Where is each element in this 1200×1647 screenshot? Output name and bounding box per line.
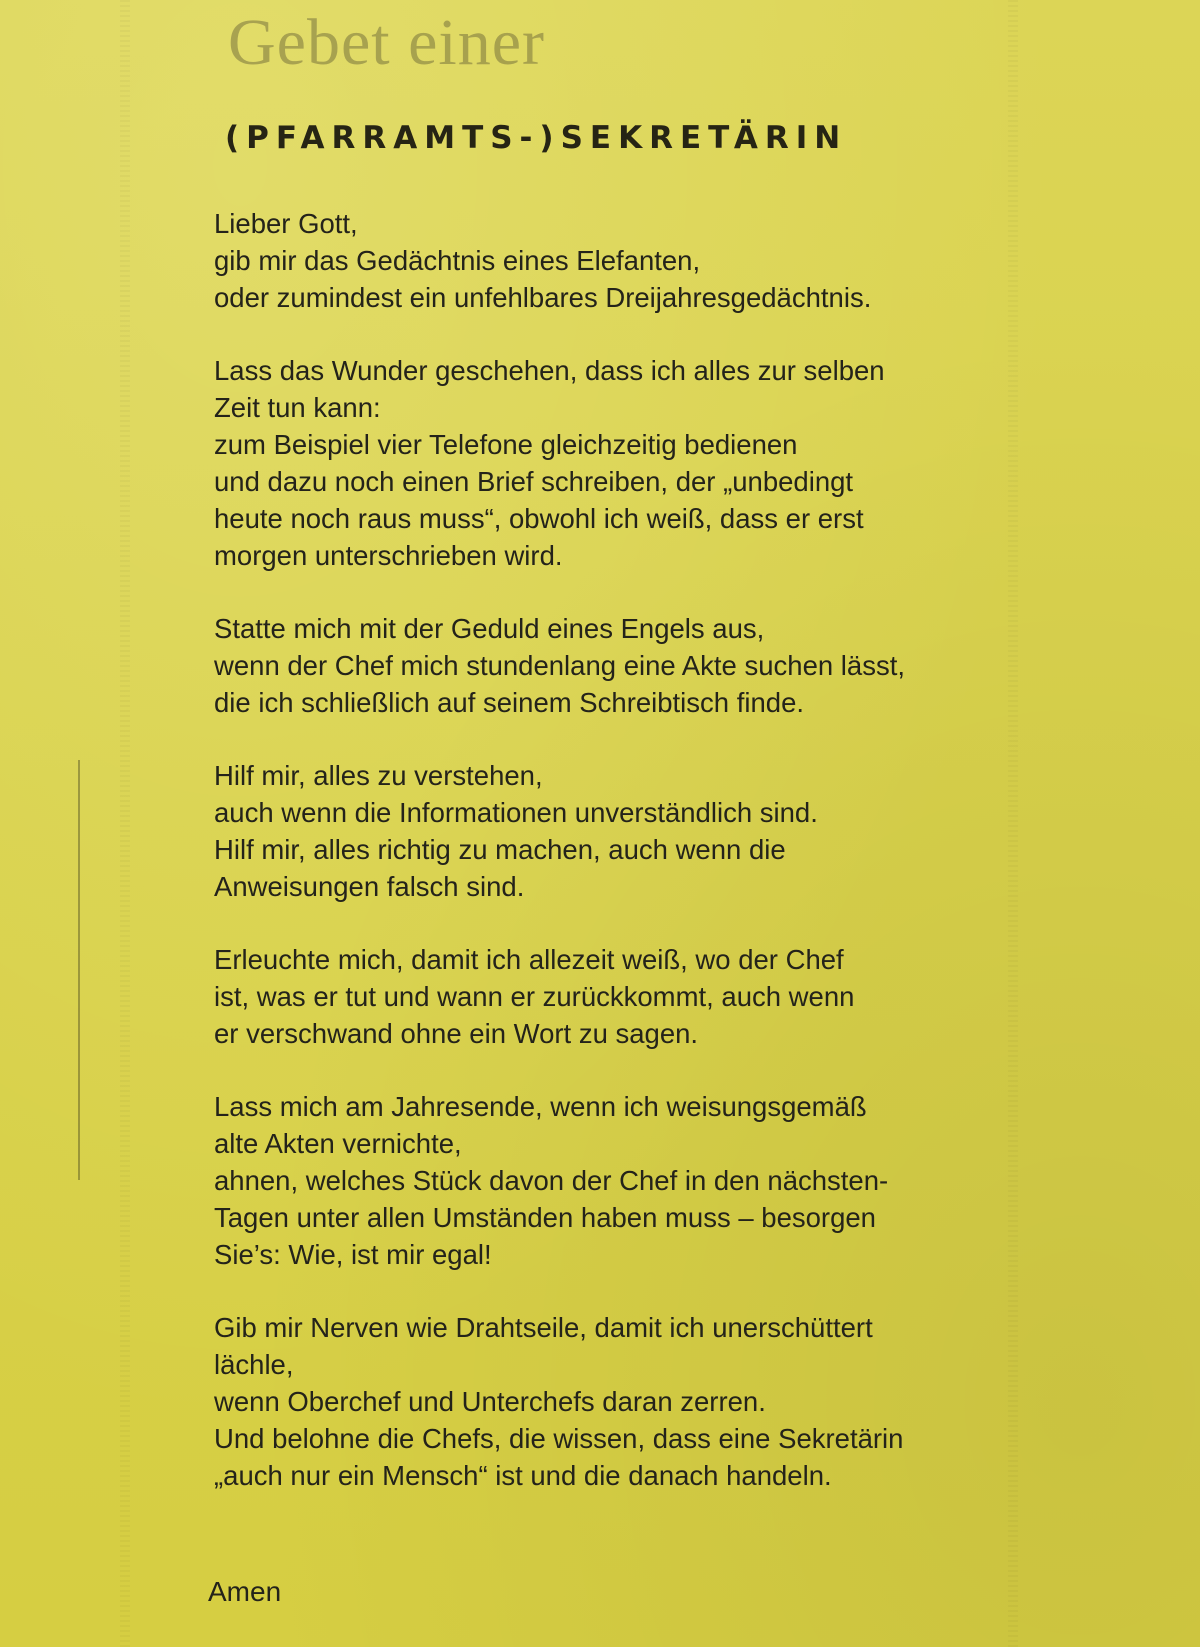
stanza-3 [214, 610, 966, 721]
stanza-line: heute noch raus muss“, obwohl ich weiß, dass er erst [214, 503, 864, 534]
stanza-line: Sie’s: Wie, ist mir egal! [214, 1239, 492, 1270]
stanza-line: Hilf mir, alles richtig zu machen, auch wenn die [214, 834, 786, 865]
stanza-line: Gib mir Nerven wie Drahtseile, damit ich unerschüttert [214, 1312, 873, 1343]
paper-fold-left [120, 0, 130, 1647]
stanza-line: Anweisungen falsch sind. [214, 871, 525, 902]
stanza-line: Tagen unter allen Umständen haben muss – besorgen [214, 1202, 876, 1233]
stanza-6 [214, 1088, 966, 1273]
stanza-line: Lass das Wunder geschehen, dass ich alles zur selben [214, 355, 885, 386]
stanza-1 [214, 205, 966, 316]
stanza-line: „auch nur ein Mensch“ ist und die danach handeln. [214, 1460, 832, 1491]
stanza-4 [214, 757, 966, 905]
stanza-2 [214, 352, 966, 574]
title-subtitle: (PFARRAMTS-)SEKRETÄRIN [225, 120, 848, 156]
stanza-line: die ich schließlich auf seinem Schreibtisch finde. [214, 687, 805, 718]
stanza-line: und dazu noch einen Brief schreiben, der „unbedingt [214, 466, 854, 497]
stanza-line: Erleuchte mich, damit ich allezeit weiß, wo der Chef [214, 944, 844, 975]
stanza-line: alte Akten vernichte, [214, 1128, 462, 1159]
stanza-line: oder zumindest ein unfehlbares Dreijahresgedächtnis. [214, 282, 872, 313]
stanza-line: Hilf mir, alles zu verstehen, [214, 760, 543, 791]
closing-amen: Amen [208, 1576, 282, 1607]
stanza-line: Lieber Gott, [214, 208, 358, 239]
stanza-line: zum Beispiel vier Telefone gleichzeitig bedienen [214, 429, 798, 460]
stanza-line: gib mir das Gedächtnis eines Elefanten, [214, 245, 701, 276]
stanza-line: Zeit tun kann: [214, 392, 381, 423]
stanza-line: ahnen, welches Stück davon der Chef in den nächsten- [214, 1165, 889, 1196]
stanza-line: wenn der Chef mich stundenlang eine Akte suchen lässt, [214, 650, 905, 681]
stanza-5 [214, 941, 966, 1052]
paper-fold-right [1008, 0, 1018, 1647]
stanza-line: lächle, [214, 1349, 294, 1380]
prayer-body [214, 205, 966, 1530]
title-script: Gebet einer [228, 6, 545, 79]
stanza-line: er verschwand ohne ein Wort zu sagen. [214, 1018, 699, 1049]
stanza-line: wenn Oberchef und Unterchefs daran zerren. [214, 1386, 766, 1417]
paper-edge-mark [78, 760, 80, 1180]
stanza-line: auch wenn die Informationen unverständlich sind. [214, 797, 818, 828]
stanza-line: Und belohne die Chefs, die wissen, dass eine Sekretärin [214, 1423, 904, 1454]
stanza-line: ist, was er tut und wann er zurückkommt, auch wenn [214, 981, 855, 1012]
stanza-7 [214, 1309, 966, 1494]
stanza-line: Statte mich mit der Geduld eines Engels aus, [214, 613, 765, 644]
stanza-line: Lass mich am Jahresende, wenn ich weisungsgemäß [214, 1091, 867, 1122]
stanza-line: morgen unterschrieben wird. [214, 540, 563, 571]
